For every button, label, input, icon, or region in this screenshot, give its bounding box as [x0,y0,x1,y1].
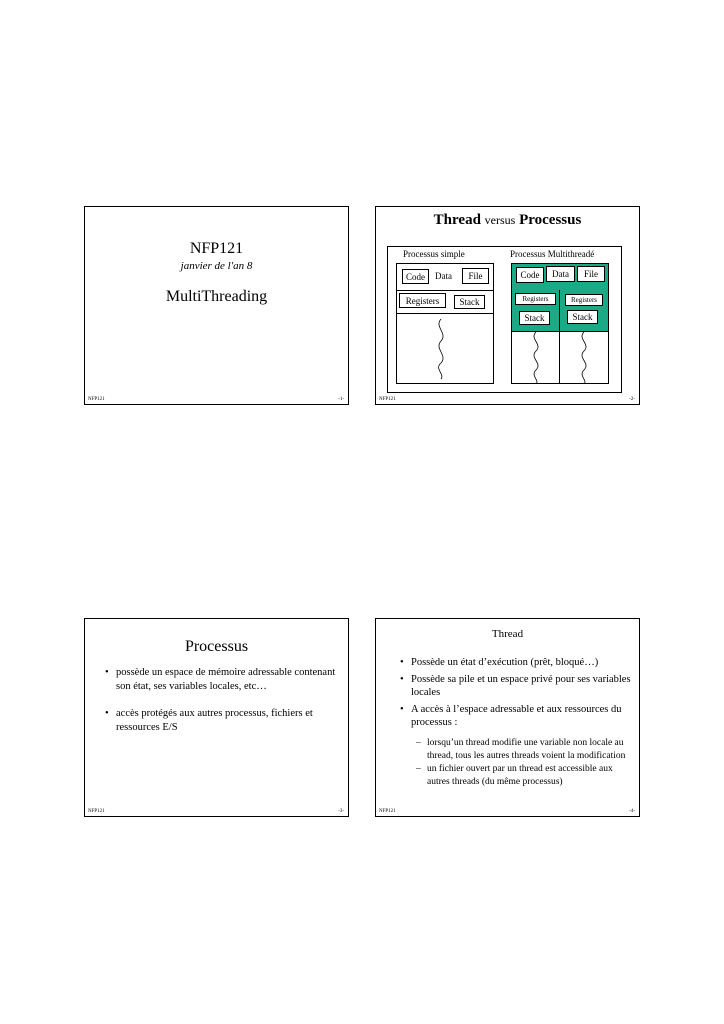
slide-2-footer-right: -2- [629,397,635,402]
slide-3-bullet-1: • possède un espace de mémoire adressable contenant son état, ses variables locales, etc… [103,666,339,694]
slide-1-subtitle: janvier de l'an 8 [180,260,253,272]
thread-2-stack-box: Stack [567,310,598,324]
slide-4-footer-right: -4- [629,809,635,814]
slide-2-title [376,212,639,229]
diagram-frame [387,246,622,393]
slide-2-title-versus: versus [484,213,516,227]
slide-1-title: NFP121 [189,240,244,257]
multithread-process-box [511,263,609,384]
slide-4 [375,618,640,817]
slide-4-sub-bullet-2: – un fichier ouvert par un thread est accessible aux autres threads (du même processus) [416,763,628,788]
thread-2-squiggle [574,332,594,384]
slide-2 [375,206,640,405]
slide-4-title: Thread [491,628,524,640]
simple-stack-box: Stack [454,295,485,309]
multi-code-box: Code [516,267,544,283]
slide-1-footer-left: NFP121 [88,397,105,402]
slide-3-footer-left: NFP121 [88,809,105,814]
slide-4-sub-bullet-1: – lorsqu’un thread modifie une variable non locale au thread, tous les autres threads voient la modification [416,737,628,762]
multi-data-box: Data [546,266,575,282]
simple-code-box: Code [402,269,429,284]
slide-4-sub-bullet-list [416,737,628,788]
slide-2-title-thread: Thread [433,212,481,228]
slide-1-footer-right: -1- [338,397,344,402]
thread-divider [559,332,560,383]
slide-4-footer-left: NFP121 [379,809,396,814]
thread-1-registers-box: Registers [515,293,556,305]
multithread-process-label: Processus Multithreadé [510,249,595,259]
slide-3-title: Processus [184,638,249,655]
simple-thread-squiggle [431,319,451,379]
thread-1-stack-box: Stack [519,311,550,325]
slide-3-footer-right: -3- [338,809,344,814]
simple-process-box [396,263,494,384]
multi-file-box: File [577,266,605,282]
slide-1-heading: MultiThreading [165,288,268,305]
slide-4-bullet-1: • Possède un état d’exécution (prêt, bloqué…) [398,656,634,669]
slide-1 [84,206,349,405]
simple-file-box: File [462,268,489,284]
thread-1-squiggle [526,332,546,384]
simple-data-label: Data [435,271,452,281]
slide-2-footer-left: NFP121 [379,397,396,402]
slide-4-bullet-2: • Possède sa pile et un espace privé pour ses variables locales [398,673,634,699]
slide-4-bullet-list [398,656,634,730]
thread-2-registers-box: Registers [565,294,603,306]
slide-3-bullet-list [103,666,339,735]
simple-registers-box: Registers [399,293,446,308]
slide-3-bullet-2: • accès protégés aux autres processus, fichiers et ressources E/S [103,707,339,735]
slide-3 [84,618,349,817]
simple-process-label: Processus simple [403,249,465,259]
slide-4-bullet-3: • A accès à l’espace adressable et aux ressources du processus : [398,703,634,729]
slide-2-title-processus: Processus [519,212,582,228]
